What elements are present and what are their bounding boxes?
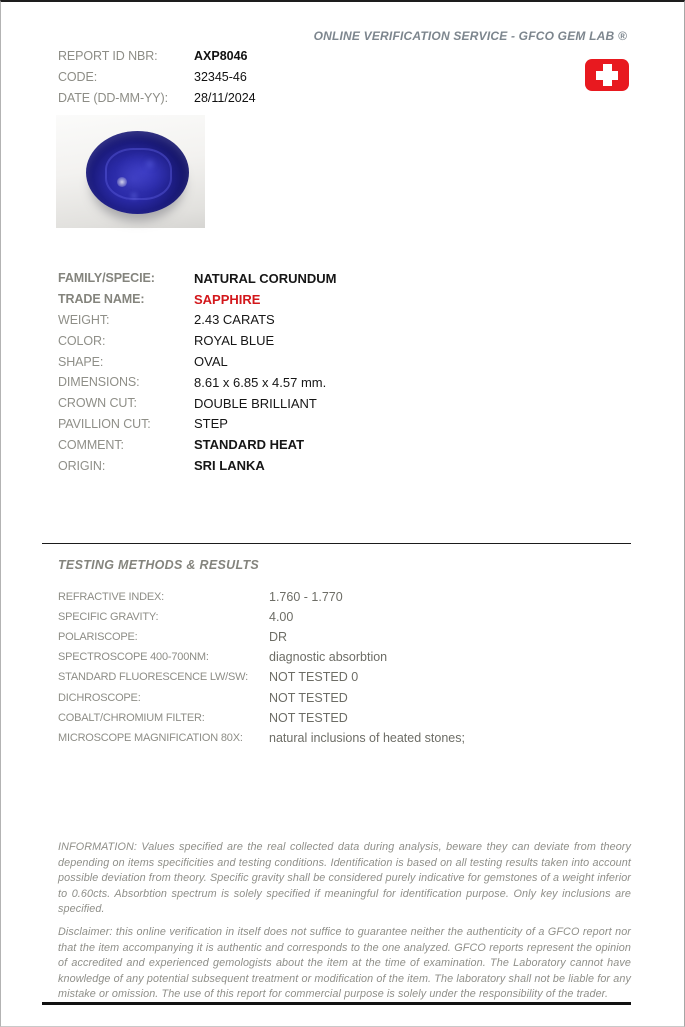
row-color bbox=[58, 330, 337, 351]
spectroscope-label: SPECTROSCOPE 400-700NM: bbox=[58, 651, 209, 664]
dichroscope-value: NOT TESTED bbox=[269, 690, 348, 705]
comment-value: STANDARD HEAT bbox=[194, 437, 305, 453]
shape-value: OVAL bbox=[194, 354, 228, 370]
identification-table bbox=[58, 268, 337, 476]
row-dichroscope bbox=[58, 687, 465, 707]
crown-cut-value: DOUBLE BRILLIANT bbox=[194, 395, 317, 411]
color-value: ROYAL BLUE bbox=[194, 333, 275, 349]
comment-label: COMMENT: bbox=[58, 437, 124, 452]
row-crown-cut bbox=[58, 393, 337, 414]
cobalt-filter-label: COBALT/CHROMIUM FILTER: bbox=[58, 711, 205, 724]
microscope-label: MICROSCOPE MAGNIFICATION 80X: bbox=[58, 731, 243, 744]
origin-label: ORIGIN: bbox=[58, 458, 106, 473]
trade-name-label: TRADE NAME: bbox=[58, 292, 145, 307]
sapphire-gem-image bbox=[86, 131, 189, 214]
specific-gravity-label: SPECIFIC GRAVITY: bbox=[58, 611, 159, 624]
row-weight bbox=[58, 310, 337, 331]
row-pavillion-cut bbox=[58, 414, 337, 435]
report-id-label: REPORT ID NBR: bbox=[58, 48, 158, 63]
refractive-index-label: REFRACTIVE INDEX: bbox=[58, 591, 165, 604]
weight-value: 2.43 CARATS bbox=[194, 312, 275, 328]
microscope-value: natural inclusions of heated stones; bbox=[269, 730, 465, 745]
fluorescence-value: NOT TESTED 0 bbox=[269, 670, 359, 685]
dimensions-value: 8.61 x 6.85 x 4.57 mm. bbox=[194, 374, 327, 390]
bottom-rule-line bbox=[42, 1002, 631, 1005]
cobalt-filter-value: NOT TESTED bbox=[269, 710, 348, 725]
information-paragraph: INFORMATION: Values specified are the real collected data during analysis, beware they can deviate from theory depending on items specificities and testing conditions. Identification is based on all testing results taken into account possible deviation from theory. Specific gravity shall be considered purely indicative for gemstones of a weight inferior to 0.60cts. Absorbtion spectrum is solely specified if meaningful for identification purpose. Only key inclusions are specified. bbox=[58, 841, 631, 916]
dimensions-label: DIMENSIONS: bbox=[58, 375, 140, 390]
row-cobalt-filter bbox=[58, 708, 465, 728]
code-row bbox=[58, 66, 256, 87]
weight-label: WEIGHT: bbox=[58, 312, 110, 327]
row-comment bbox=[58, 434, 337, 455]
date-row bbox=[58, 87, 256, 108]
date-value: 28/11/2024 bbox=[194, 90, 256, 105]
specific-gravity-value: 4.00 bbox=[269, 610, 294, 625]
testing-table bbox=[58, 587, 465, 748]
pavillion-cut-label: PAVILLION CUT: bbox=[58, 416, 151, 431]
origin-value: SRI LANKA bbox=[194, 458, 265, 474]
section-divider-line bbox=[42, 543, 631, 544]
row-fluorescence bbox=[58, 667, 465, 687]
page-title: ONLINE VERIFICATION SERVICE - GFCO GEM LAB ® bbox=[313, 29, 627, 43]
row-trade-name bbox=[58, 289, 337, 310]
polariscope-label: POLARISCOPE: bbox=[58, 631, 138, 644]
row-dimensions bbox=[58, 372, 337, 393]
row-polariscope bbox=[58, 627, 465, 647]
pavillion-cut-value: STEP bbox=[194, 416, 228, 432]
family-specie-value: NATURAL CORUNDUM bbox=[194, 270, 337, 286]
spectroscope-value: diagnostic absorbtion bbox=[269, 650, 388, 665]
date-label: DATE (DD-MM-YY): bbox=[58, 90, 168, 105]
row-origin bbox=[58, 455, 337, 476]
code-label: CODE: bbox=[58, 69, 98, 84]
report-id-value: AXP8046 bbox=[194, 48, 248, 63]
testing-section-heading: TESTING METHODS & RESULTS bbox=[58, 558, 260, 572]
row-refractive-index bbox=[58, 587, 465, 607]
color-label: COLOR: bbox=[58, 333, 106, 348]
report-header bbox=[58, 45, 256, 108]
row-family-specie bbox=[58, 268, 337, 289]
gem-photo bbox=[56, 115, 205, 228]
swiss-cross-horizontal bbox=[596, 71, 618, 80]
crown-cut-label: CROWN CUT: bbox=[58, 396, 137, 411]
polariscope-value: DR bbox=[269, 630, 288, 645]
refractive-index-value: 1.760 - 1.770 bbox=[269, 590, 343, 605]
row-spectroscope bbox=[58, 647, 465, 667]
row-specific-gravity bbox=[58, 607, 465, 627]
code-value: 32345-46 bbox=[194, 69, 247, 84]
shape-label: SHAPE: bbox=[58, 354, 104, 369]
family-specie-label: FAMILY/SPECIE: bbox=[58, 271, 155, 286]
swiss-flag-icon bbox=[585, 59, 629, 91]
fluorescence-label: STANDARD FLUORESCENCE LW/SW: bbox=[58, 671, 248, 684]
disclaimer-paragraph: Disclaimer: this online verification in itself does not suffice to guarantee neither the authenticity of a GFCO report nor that the item accompanying it is authentic and corresponds to the one analyzed. GFCO reports represent the opinion of accredited and experienced gemologists about the item at the time of examination. The Laboratory cannot have knowledge of any potential subsequent treatment or modification of the item. The laboratory shall not be liable for any mistake or omission. The use of this report for commercial purpose is solely under the responsibility of the trader. bbox=[58, 926, 631, 1001]
trade-name-value: SAPPHIRE bbox=[194, 291, 261, 307]
report-id-row bbox=[58, 45, 256, 66]
row-shape bbox=[58, 351, 337, 372]
row-microscope bbox=[58, 728, 465, 748]
dichroscope-label: DICHROSCOPE: bbox=[58, 691, 141, 704]
